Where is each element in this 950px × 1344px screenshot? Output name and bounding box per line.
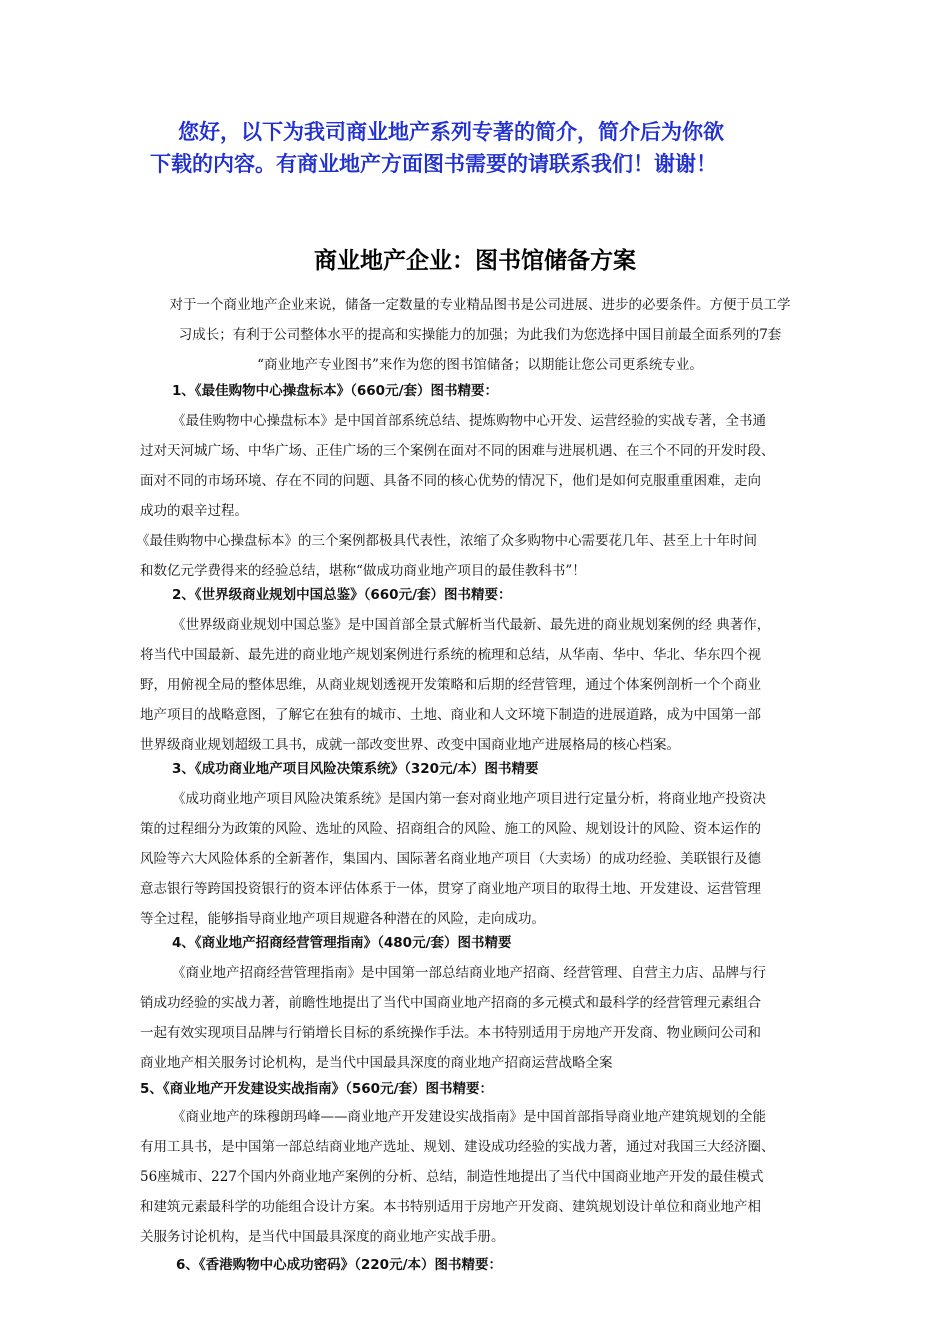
book-line: 过对天河城广场、中华广场、正佳广场的三个案例在面对不同的困难与进展机遇、在三个不同的开发时段、 <box>140 443 775 459</box>
book-line: 世界级商业规划超级工具书，成就一部改变世界、改变中国商业地产进展格局的核心档案。 <box>140 737 680 753</box>
book-line: 56座城市、227个国内外商业地产案例的分析、总结，制造性地提出了当代中国商业地产开发的最佳模式 <box>140 1169 764 1185</box>
book-line: 和数亿元学费得来的经验总结，堪称“做成功商业地产项目的最佳教科书”！ <box>140 563 586 579</box>
intro-line: 对于一个商业地产企业来说，储备一定数量的专业精品图书是公司进展、进步的必要条件。方便于员工学 <box>169 297 791 313</box>
book-line: 商业地产相关服务讨论机构，是当代中国最具深度的商业地产招商运营战略全案 <box>140 1055 613 1071</box>
book-line: 面对不同的市场环境、存在不同的问题、具备不同的核心优势的情况下，他们是如何克服重重困难，走向 <box>140 473 761 489</box>
intro-line: “商业地产专业图书”来作为您的图书馆储备；以期能让您公司更系统专业。 <box>257 357 703 373</box>
book-line: 一起有效实现项目品牌与行销增长目标的系统操作手法。本书特别适用于房地产开发商、物业顾问公司和 <box>140 1025 761 1041</box>
book-line: 销成功经验的实战力著，前瞻性地提出了当代中国商业地产招商的多元模式和最科学的经营管理元素组合 <box>140 995 761 1011</box>
greeting-line-1: 您好，以下为我司商业地产系列专著的简介，简介后为你欲 <box>178 120 724 144</box>
book-line: 《商业地产招商经营管理指南》是中国第一部总结商业地产招商、经营管理、自营主力店、品牌与行 <box>172 965 766 981</box>
book-body-4 <box>140 958 810 1078</box>
book-heading-3: 3、《成功商业地产项目风险决策系统》（320元/本）图书精要 <box>172 761 539 777</box>
greeting-notice <box>150 116 820 180</box>
book-line: 有用工具书，是中国第一部总结商业地产选址、规划、建设成功经验的实战力著，通过对我国三大经济圈、 <box>140 1139 775 1155</box>
book-body-1 <box>136 406 810 586</box>
book-line: 地产项目的战略意图，了解它在独有的城市、土地、商业和人文环境下制造的进展道路，成为中国第一部 <box>140 707 761 723</box>
book-line: 《最佳购物中心操盘标本》的三个案例都极具代表性，浓缩了众多购物中心需要花几年、甚至上十年时间 <box>136 533 757 549</box>
book-line: 成功的艰辛过程。 <box>140 503 248 519</box>
intro-line: 习成长；有利于公司整体水平的提高和实操能力的加强；为此我们为您选择中国目前最全面系列的7套 <box>178 327 782 343</box>
book-line: 意志银行等跨国投资银行的资本评估体系于一体，贯穿了商业地产项目的取得土地、开发建设、运营管理 <box>140 881 761 897</box>
book-heading-1: 1、《最佳购物中心操盘标本》（660元/套）图书精要： <box>172 383 499 399</box>
book-heading-2: 2、《世界级商业规划中国总鉴》（660元/套）图书精要： <box>172 587 512 603</box>
book-line: 风险等六大风险体系的全新著作，集国内、国际著名商业地产项目（大卖场）的成功经验、美联银行及德 <box>140 851 761 867</box>
book-line: 《世界级商业规划中国总鉴》是中国首部全景式解析当代最新、最先进的商业规划案例的经 典著作， <box>172 617 771 633</box>
book-body-5 <box>140 1102 810 1252</box>
greeting-line-2: 下载的内容。有商业地产方面图书需要的请联系我们！谢谢！ <box>150 152 717 176</box>
book-line: 策的过程细分为政策的风险、选址的风险、招商组合的风险、施工的风险、规划设计的风险、资本运作的 <box>140 821 761 837</box>
intro-paragraph <box>140 290 820 380</box>
book-line: 《商业地产的珠穆朗玛峰——商业地产开发建设实战指南》是中国首部指导商业地产建筑规划的全能 <box>172 1109 766 1125</box>
book-line: 和建筑元素最科学的功能组合设计方案。本书特别适用于房地产开发商、建筑规划设计单位和商业地产相 <box>140 1199 761 1215</box>
book-body-2 <box>140 610 810 760</box>
book-line: 关服务讨论机构，是当代中国最具深度的商业地产实战手册。 <box>140 1229 505 1245</box>
document-title: 商业地产企业：图书馆储备方案 <box>314 248 636 274</box>
book-line: 等全过程，能够指导商业地产项目规避各种潜在的风险，走向成功。 <box>140 911 545 927</box>
book-heading-5: 5、《商业地产开发建设实战指南》（560元/套）图书精要： <box>140 1081 494 1097</box>
book-line: 野，用俯视全局的整体思维，从商业规划透视开发策略和后期的经营管理，通过个体案例剖析一个个商业 <box>140 677 761 693</box>
book-line: 《最佳购物中心操盘标本》是中国首部系统总结、提炼购物中心开发、运营经验的实战专著，全书通 <box>172 413 766 429</box>
book-body-3 <box>140 784 810 934</box>
book-heading-6: 6、《香港购物中心成功密码》（220元/本）图书精要： <box>176 1257 503 1273</box>
book-heading-4: 4、《商业地产招商经营管理指南》（480元/套）图书精要 <box>172 935 512 951</box>
book-line: 将当代中国最新、最先进的商业地产规划案例进行系统的梳理和总结，从华南、华中、华北、华东四个视 <box>140 647 761 663</box>
book-line: 《成功商业地产项目风险决策系统》是国内第一套对商业地产项目进行定量分析，将商业地产投资决 <box>172 791 766 807</box>
